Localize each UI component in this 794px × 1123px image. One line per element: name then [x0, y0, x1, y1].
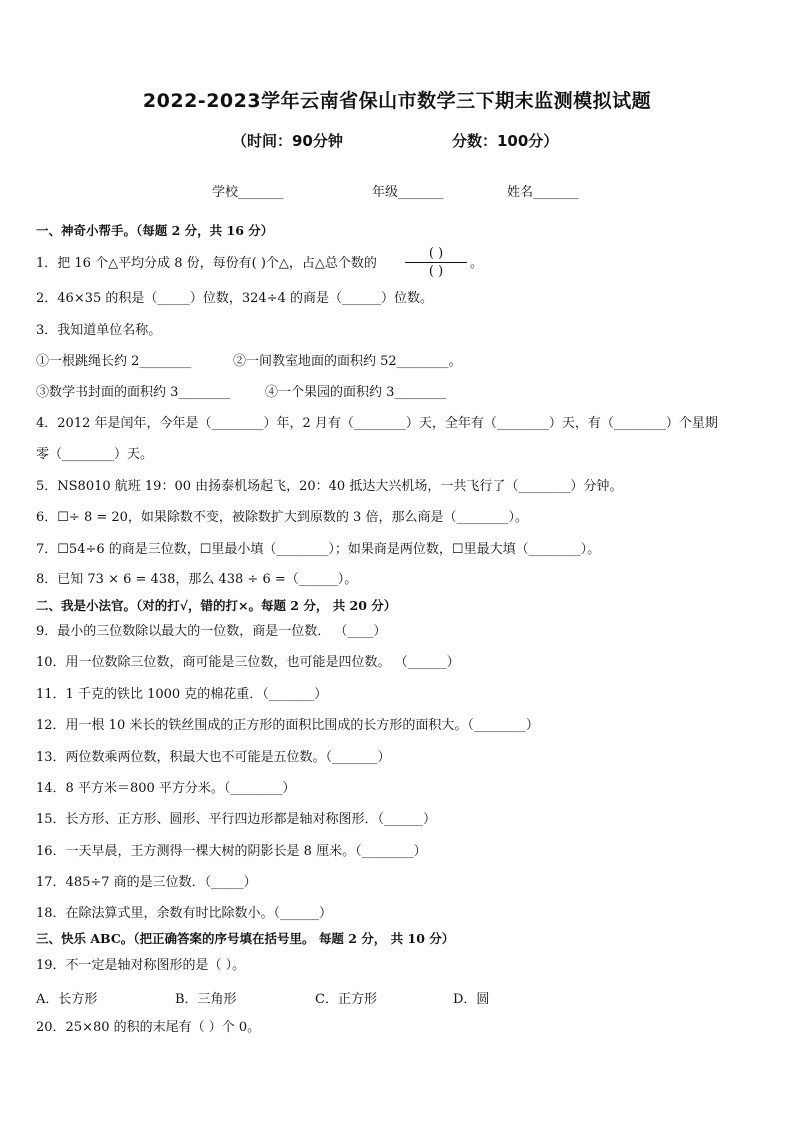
question-17: 17．485÷7 商的是三位数．（_____）: [36, 875, 257, 890]
question-3-item-2: ②一间教室地面的面积约 52________。: [233, 354, 462, 369]
question-5: 5．NS8010 航班 19：00 由扬泰机场起飞，20：40 抵达大兴机场，一共飞行了（________）分钟。: [36, 479, 623, 494]
question-11: 11．1 千克的铁比 1000 克的棉花重．（_______）: [36, 687, 328, 702]
question-8: 8．已知 73 × 6 = 438，那么 438 ÷ 6 =（______）。: [36, 572, 358, 587]
question-16: 16．一天早晨，王方测得一棵大树的阴影长是 8 厘米。（________）: [36, 844, 427, 859]
name-field: 姓名_______: [507, 185, 579, 200]
exam-score: 分数：100分）: [452, 132, 559, 150]
question-7: 7．☐54÷6 的商是三位数，☐里最小填（________）；如果商是两位数，☐里最大填（________）。: [36, 542, 601, 557]
question-3-item-4: ④一个果园的面积约 3________: [265, 385, 447, 400]
question-3-item-1: ①一根跳绳长约 2________: [36, 354, 192, 369]
fraction-denominator: ( ): [428, 264, 444, 279]
school-field: 学校_______: [212, 185, 284, 200]
question-14: 14．8 平方米＝800 平方分米。（________）: [36, 781, 296, 796]
question-1-end: 。: [470, 256, 484, 271]
question-15: 15．长方形、正方形、圆形、平行四边形都是轴对称图形．（______）: [36, 812, 437, 827]
question-19-option-b: B．三角形: [175, 992, 237, 1007]
question-19: 19．不一定是轴对称图形的是（ ）。: [36, 958, 246, 973]
question-3-item-3: ③数学书封面的面积约 3________: [36, 385, 231, 400]
section-1-heading: 一、神奇小帮手。（每题 2 分，共 16 分）: [36, 223, 274, 238]
exam-time: （时间：90分钟: [232, 132, 343, 150]
question-3: 3．我知道单位名称。: [36, 323, 162, 338]
question-20: 20．25×80 的积的末尾有（ ）个 0。: [36, 1020, 261, 1035]
fraction-numerator: ( ): [428, 246, 444, 261]
section-3-heading: 三、快乐 ABC。（把正确答案的序号填在括号里。 每题 2 分， 共 10 分）: [36, 931, 455, 946]
question-4-line-2: 零（________）天。: [36, 447, 154, 462]
question-12: 12．用一根 10 米长的铁丝围成的正方形的面积比围成的长方形的面积大。（________）: [36, 718, 539, 733]
question-19-option-c: C．正方形: [315, 992, 377, 1007]
question-10: 10．用一位数除三位数，商可能是三位数，也可能是四位数。 （______）: [36, 655, 460, 670]
question-13: 13．两位数乘两位数，积最大也不可能是五位数。（_______）: [36, 750, 391, 765]
grade-field: 年级_______: [372, 185, 444, 200]
question-19-option-d: D．圆: [453, 992, 490, 1007]
question-9: 9．最小的三位数除以最大的一位数，商是一位数． （____）: [36, 624, 387, 639]
fraction-bar: [405, 262, 467, 263]
question-1-fraction: [405, 246, 467, 279]
question-2: 2．46×35 的积是（_____）位数，324÷4 的商是（______）位数。: [36, 291, 433, 306]
question-6: 6．☐÷ 8 = 20，如果除数不变，被除数扩大到原数的 3 倍，那么商是（________）。: [36, 510, 528, 525]
question-4-line-1: 4．2012 年是闰年，今年是（________）年，2 月有（________）天，全年有（________）天，有（________）个星期: [36, 416, 718, 431]
question-19-option-a: A．长方形: [36, 992, 98, 1007]
section-2-heading: 二、我是小法官。（对的打√，错的打×。每题 2 分， 共 20 分）: [36, 598, 397, 613]
page-title: 2022-2023学年云南省保山市数学三下期末监测模拟试题: [142, 90, 652, 112]
question-1-text: 1．把 16 个△平均分成 8 份，每份有( )个△，占△总个数的: [36, 256, 377, 271]
question-18: 18．在除法算式里，余数有时比除数小。（______）: [36, 906, 333, 921]
